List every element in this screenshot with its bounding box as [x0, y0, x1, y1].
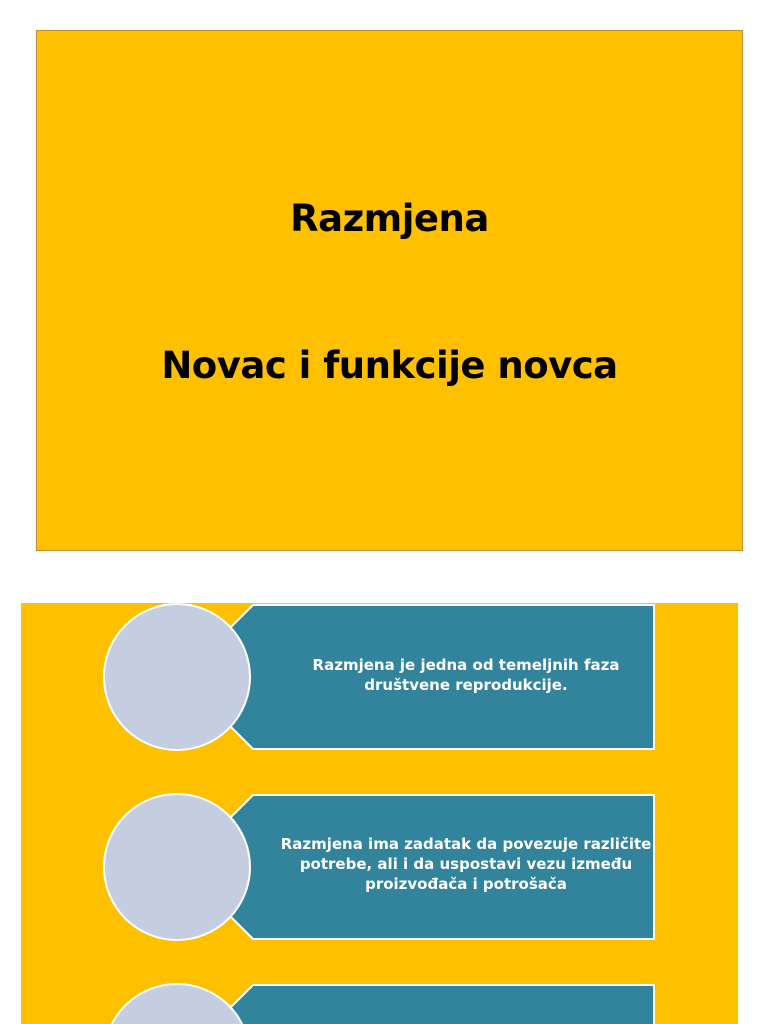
content-slide	[21, 603, 738, 1024]
list-item-text: Razmjena ima zadatak da povezuje različite potrebe, ali i da uspostavi vezu između proizvođača i potrošača	[280, 835, 652, 893]
list-item-3	[21, 983, 738, 1024]
list-item-1	[21, 603, 738, 751]
circle-icon	[104, 794, 250, 940]
circle-icon	[104, 984, 250, 1024]
title-slide	[36, 30, 743, 551]
list-item-2	[21, 793, 738, 941]
list-item-shape	[21, 983, 738, 1024]
list-item-text: Razmjena je jedna od temeljnih faza društvene reprodukcije.	[312, 656, 620, 694]
slide-title: Razmjena	[290, 197, 489, 240]
circle-icon	[104, 604, 250, 750]
slide-subtitle: Novac i funkcije novca	[161, 344, 618, 387]
